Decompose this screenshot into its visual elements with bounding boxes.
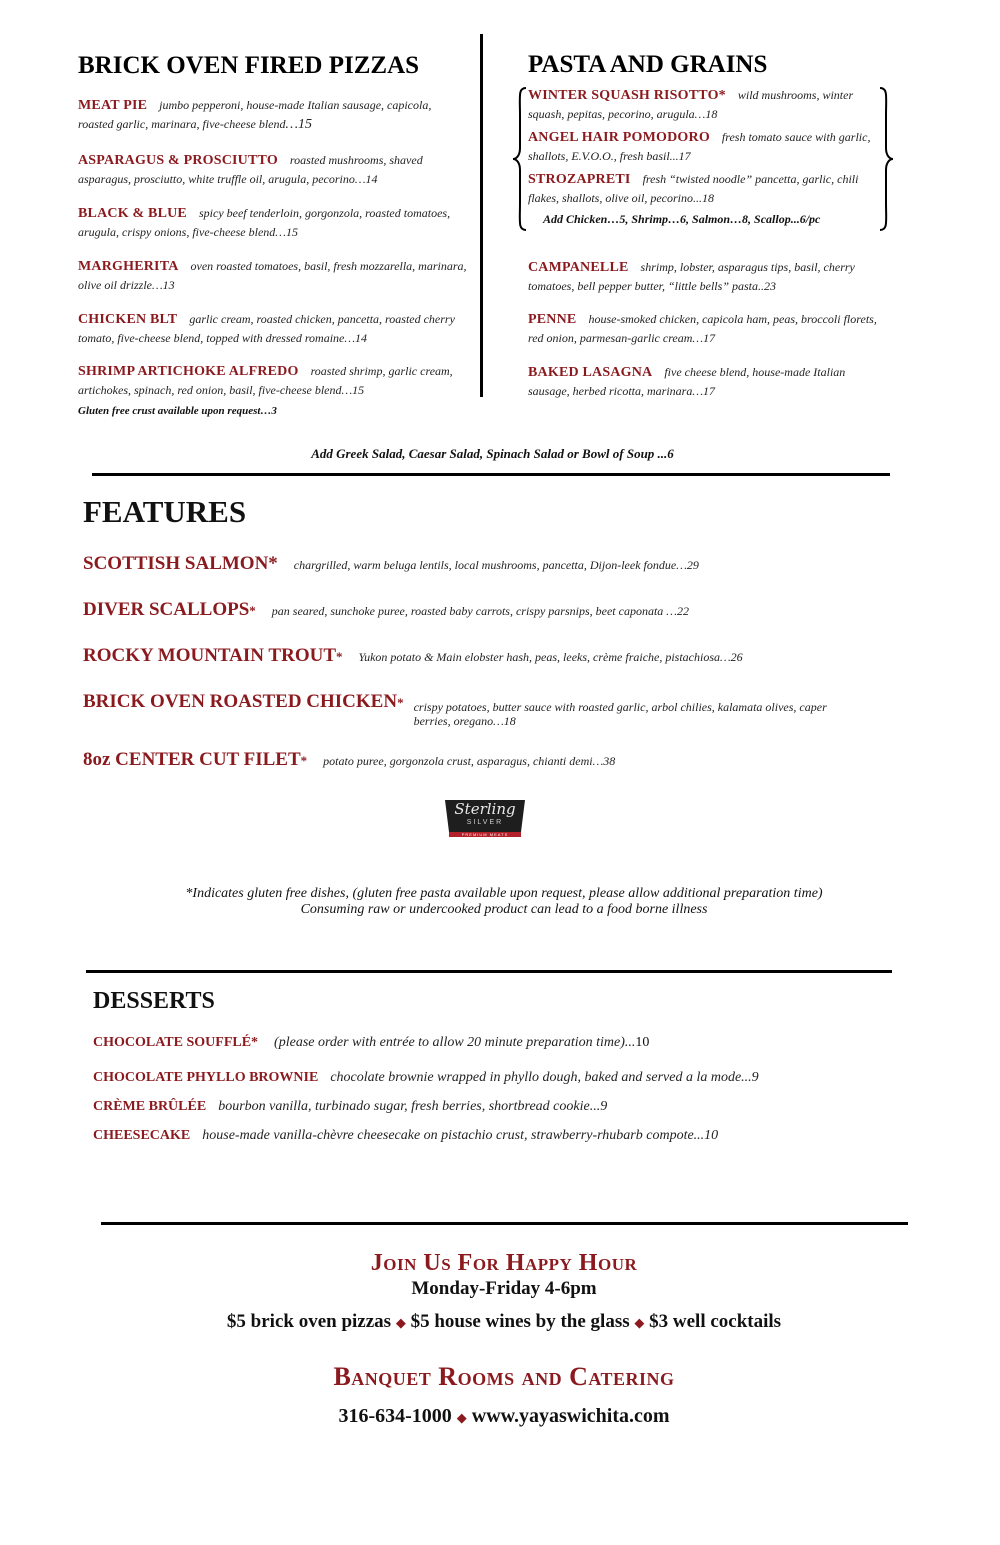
pizza-item xyxy=(78,204,468,241)
pizza-price: …15 xyxy=(341,383,365,397)
right-curly-bracket-icon xyxy=(878,86,894,232)
divider-line xyxy=(92,473,890,476)
happy-hour-title: Join Us For Happy Hour xyxy=(370,1250,638,1276)
diamond-icon: ◆ xyxy=(456,1410,467,1425)
pasta-desc: fresh “twisted noodle” pancetta, garlic, chili flakes, shallots, olive oil, pecorino...18 xyxy=(528,172,859,205)
pizza-item xyxy=(78,310,468,347)
feature-star: * xyxy=(300,753,308,768)
feature-desc: pan seared, sunchoke puree, roasted baby carrots, crispy parsnips, beet caponata …22 xyxy=(271,604,689,618)
pasta-desc: five cheese blend, house-made Italian sausage, herbed ricotta, marinara…17 xyxy=(528,365,846,398)
pizza-name: BLACK & BLUE xyxy=(78,206,187,221)
raw-food-disclaimer: Consuming raw or undercooked product can lead to a food borne illness xyxy=(300,902,708,917)
pasta-name: ANGEL HAIR POMODORO xyxy=(528,130,710,145)
pasta-name: BAKED LASAGNA xyxy=(528,365,653,380)
feature-desc: chargrilled, warm beluga lentils, local mushrooms, pancetta, Dijon-leek fondue…29 xyxy=(293,558,699,572)
feature-item xyxy=(83,749,616,770)
pizza-desc: garlic cream, roasted chicken, pancetta, roasted cherry tomato, five-cheese blend, topped with dressed romaine xyxy=(78,312,455,345)
pasta-desc: house-smoked chicken, capicola ham, peas, broccoli florets, red onion, parmesan-garlic cream…17 xyxy=(528,312,877,345)
pizza-name: MEAT PIE xyxy=(78,98,148,113)
feature-star: * xyxy=(249,603,256,618)
pizza-item xyxy=(78,362,468,399)
pasta-item xyxy=(528,310,878,347)
dessert-item xyxy=(93,1126,718,1145)
column-divider xyxy=(480,34,483,397)
feature-name: SCOTTISH SALMON* xyxy=(83,553,278,574)
feature-star: * xyxy=(336,649,343,664)
feature-name: ROCKY MOUNTAIN TROUT xyxy=(83,645,336,666)
pizza-name: SHRIMP ARTICHOKE ALFREDO xyxy=(78,364,299,379)
feature-star: * xyxy=(397,695,404,710)
pizza-item xyxy=(78,257,468,294)
gluten-free-disclaimer: *Indicates gluten free dishes, (gluten free pasta available upon request, please allow additional preparation time) xyxy=(185,886,823,901)
pizza-price: …14 xyxy=(354,172,378,186)
pizza-name: MARGHERITA xyxy=(78,259,179,274)
pizza-desc: roasted mushrooms, shaved asparagus, prosciutto, white truffle oil, arugula, pecorino xyxy=(78,153,423,186)
pasta-desc: shrimp, lobster, asparagus tips, basil, cherry tomatoes, bell pepper butter, “little bells” pasta..23 xyxy=(528,260,855,293)
website-link[interactable]: www.yayaswichita.com xyxy=(471,1405,670,1427)
pasta-item xyxy=(528,170,878,207)
dessert-name: CRÈME BRÛLÉE xyxy=(93,1099,207,1114)
dessert-desc: house-made vanilla-chèvre cheesecake on pistachio crust, strawberry-rhubarb compote...10 xyxy=(202,1128,719,1143)
logo-word: SILVER xyxy=(466,819,504,826)
dessert-item xyxy=(93,1068,759,1087)
pizza-price: …15 xyxy=(275,225,298,239)
pasta-desc: wild mushrooms, winter squash, pepitas, pecorino, arugula…18 xyxy=(528,88,854,121)
gluten-free-crust-note: Gluten free crust available upon request…3 xyxy=(78,405,277,417)
pizza-name: ASPARAGUS & PROSCIUTTO xyxy=(78,153,278,168)
happy-hour-deals xyxy=(0,1311,1000,1333)
dessert-name: CHEESECAKE xyxy=(93,1128,191,1143)
desserts-title: DESSERTS xyxy=(93,988,215,1014)
dessert-item xyxy=(93,1097,607,1116)
pasta-item xyxy=(528,258,878,295)
dessert-desc: bourbon vanilla, turbinado sugar, fresh berries, shortbread cookie...9 xyxy=(218,1099,608,1114)
dessert-desc: (please order with entrée to allow 20 minute preparation time)... xyxy=(274,1035,636,1050)
pasta-name: WINTER SQUASH RISOTTO* xyxy=(528,88,726,103)
feature-item xyxy=(83,691,859,728)
pizza-desc: roasted shrimp, garlic cream, artichokes, spinach, red onion, basil, five-cheese blend xyxy=(78,364,453,397)
deal-wines: $5 house wines by the glass xyxy=(410,1311,630,1332)
dessert-name: CHOCOLATE PHYLLO BROWNIE xyxy=(93,1070,319,1085)
feature-name: 8oz CENTER CUT FILET xyxy=(83,749,301,770)
banquet-title: Banquet Rooms and Catering xyxy=(333,1362,675,1391)
dessert-price: 10 xyxy=(635,1035,650,1050)
pizza-desc: spicy beef tenderloin, gorgonzola, roasted tomatoes, arugula, crispy onions, five-cheese blend xyxy=(78,206,451,239)
divider-line xyxy=(86,970,892,973)
dessert-item xyxy=(93,1033,649,1052)
pizza-item xyxy=(78,151,468,188)
pasta-item xyxy=(528,128,878,165)
contact-line xyxy=(0,1405,1000,1428)
phone-number[interactable]: 316-634-1000 xyxy=(338,1405,452,1427)
pasta-item xyxy=(528,363,878,400)
feature-desc: crispy potatoes, butter sauce with roasted garlic, arbol chilies, kalamata olives, caper berries, oregano…18 xyxy=(413,700,827,728)
feature-desc: Yukon potato & Main elobster hash, peas, leeks, crème fraiche, pistachiosa…26 xyxy=(358,650,743,664)
happy-hour-days: Monday-Friday 4-6pm xyxy=(411,1278,597,1299)
feature-desc: potato puree, gorgonzola crust, asparagus, chianti demi…38 xyxy=(323,754,616,768)
deal-pizzas: $5 brick oven pizzas xyxy=(226,1311,392,1332)
logo-tag: PREMIUM MEATS xyxy=(461,832,509,837)
feature-name: DIVER SCALLOPS xyxy=(83,599,250,620)
feature-name: BRICK OVEN ROASTED CHICKEN xyxy=(83,691,398,712)
dessert-desc: chocolate brownie wrapped in phyllo dough, baked and served a la mode...9 xyxy=(330,1070,759,1085)
pizza-price: …15 xyxy=(285,117,312,132)
pizza-price: …13 xyxy=(152,278,175,292)
features-title: FEATURES xyxy=(83,494,247,529)
feature-item xyxy=(83,553,699,574)
feature-item xyxy=(83,645,743,666)
deal-cocktails: $3 well cocktails xyxy=(649,1311,782,1332)
pizza-item xyxy=(78,96,468,134)
dessert-name: CHOCOLATE SOUFFLÉ* xyxy=(93,1035,259,1050)
pasta-desc: fresh tomato sauce with garlic, shallots, E.V.O.O., fresh basil...17 xyxy=(528,130,871,163)
pasta-name: CAMPANELLE xyxy=(528,260,629,275)
divider-line xyxy=(101,1222,908,1225)
logo-script: Sterling xyxy=(454,800,516,818)
salad-soup-note: Add Greek Salad, Caesar Salad, Spinach Salad or Bowl of Soup ...6 xyxy=(311,446,674,461)
pizza-price: …14 xyxy=(344,331,368,345)
protein-add-on: Add Chicken…5, Shrimp…6, Salmon…8, Scallop...6/pc xyxy=(543,212,821,226)
pasta-name: STROZAPRETI xyxy=(528,172,631,187)
diamond-icon: ◆ xyxy=(634,1315,645,1330)
feature-item xyxy=(83,599,689,620)
left-curly-bracket-icon xyxy=(512,86,528,232)
pizzas-title: BRICK OVEN FIRED PIZZAS xyxy=(78,52,420,79)
pizza-name: CHICKEN BLT xyxy=(78,312,178,327)
pasta-title: PASTA AND GRAINS xyxy=(528,51,768,78)
sterling-silver-logo xyxy=(441,796,529,840)
pasta-item xyxy=(528,86,878,123)
pizza-desc: jumbo pepperoni, house-made Italian sausage, capicola, roasted garlic, marinara, five-cheese blend xyxy=(78,98,432,131)
pizza-desc: oven roasted tomatoes, basil, fresh mozzarella, marinara, olive oil drizzle xyxy=(78,259,467,292)
pasta-name: PENNE xyxy=(528,312,577,327)
diamond-icon: ◆ xyxy=(395,1315,406,1330)
